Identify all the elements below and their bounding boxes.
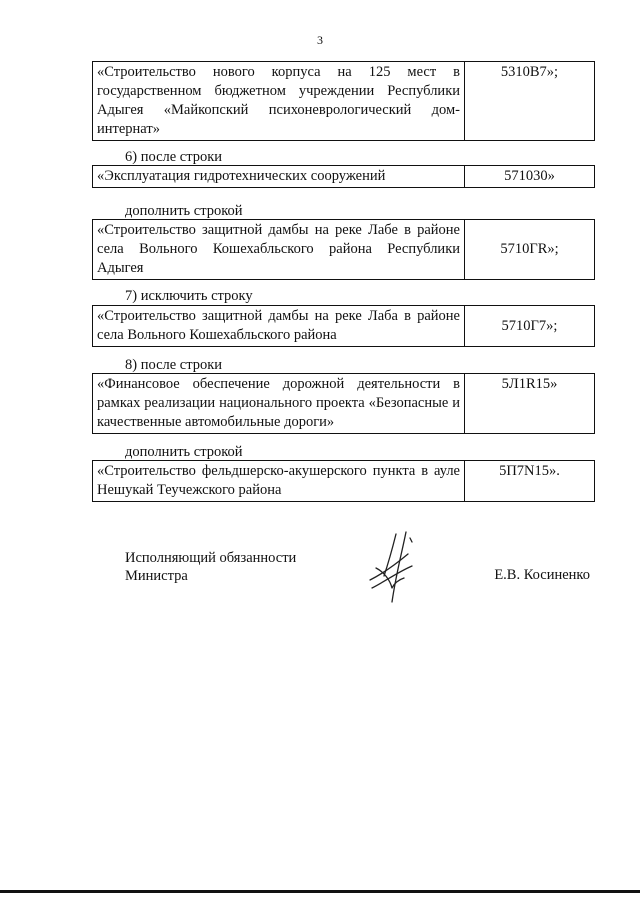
- signatory-title: [125, 549, 296, 585]
- table-row: [93, 461, 595, 502]
- table-row: [93, 166, 595, 188]
- instruction-label: дополнить строкой: [125, 444, 243, 460]
- entry-code: 5П7N15».: [465, 461, 595, 502]
- table-row: [93, 306, 595, 347]
- entry-table: [92, 373, 595, 434]
- entry-description: «Строительство фельдшерско-акушерского пункта в ауле Нешукай Теучежского района: [93, 461, 465, 502]
- handwritten-signature: [362, 528, 432, 608]
- table-row: [93, 220, 595, 280]
- entry-code: 5Л1R15»: [465, 374, 595, 434]
- table-row: [93, 62, 595, 141]
- table-row: [93, 374, 595, 434]
- entry-description: «Строительство защитной дамбы на реке Лаба в районе села Вольного Кошехабльского района: [93, 306, 465, 347]
- entry-table: [92, 61, 595, 141]
- entry-description: «Строительство защитной дамбы на реке Лабе в районе села Вольного Кошехабльского района Республики Адыгея: [93, 220, 465, 280]
- entry-code: 5710ГR»;: [465, 220, 595, 280]
- entry-code: 5310В7»;: [465, 62, 595, 141]
- instruction-label: дополнить строкой: [125, 203, 243, 219]
- entry-description: «Эксплуатация гидротехнических сооружений: [93, 166, 465, 188]
- signatory-name: Е.В. Косиненко: [494, 567, 590, 583]
- page-number: 3: [317, 33, 323, 47]
- entry-code: 5710Г7»;: [465, 306, 595, 347]
- entry-table: [92, 219, 595, 280]
- entry-description: «Строительство нового корпуса на 125 мест в государственном бюджетном учреждении Республики Адыгея «Майкопский психоневрологический дом-интернат»: [93, 62, 465, 141]
- instruction-label: 6) после строки: [125, 149, 223, 165]
- page-bottom-rule: [0, 890, 640, 893]
- instruction-label: 8) после строки: [125, 357, 223, 373]
- entry-table: [92, 165, 595, 188]
- signatory-title-line1: Исполняющий обязанности: [125, 550, 297, 566]
- entry-table: [92, 460, 595, 502]
- entry-table: [92, 305, 595, 347]
- entry-description: «Финансовое обеспечение дорожной деятельности в рамках реализации национального проекта «Безопасные и качественные автомобильные дороги»: [93, 374, 465, 434]
- instruction-label: 7) исключить строку: [125, 288, 253, 304]
- signatory-title-line2: Министра: [125, 568, 188, 584]
- entry-code: 571030»: [465, 166, 595, 188]
